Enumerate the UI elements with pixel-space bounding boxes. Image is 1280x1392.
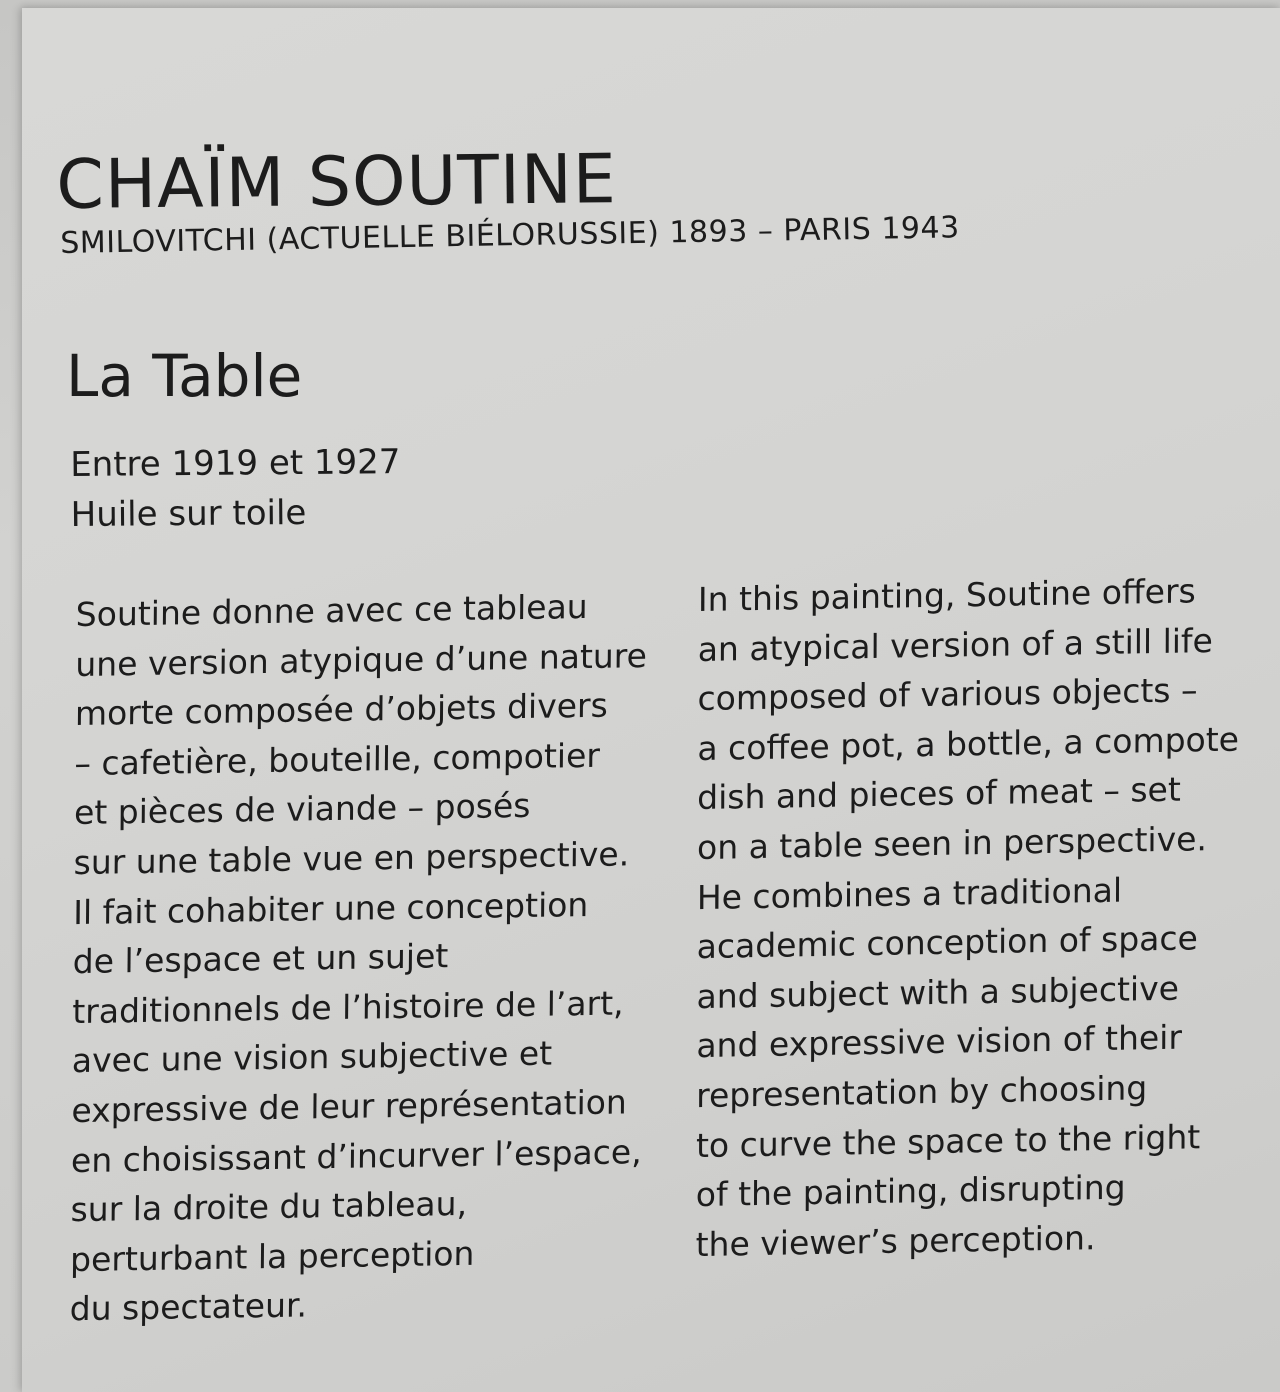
description-line: a coffee pot, a bottle, a compote <box>697 719 1240 768</box>
description-line: perturbant la perception <box>69 1233 475 1279</box>
description-line: sur la droite du tableau, <box>70 1184 468 1230</box>
description-line: representation by choosing <box>696 1068 1148 1116</box>
description-line: traditionnels de l’histoire de l’art, <box>72 983 624 1031</box>
description-line: composed of various objects – <box>697 670 1198 719</box>
description-line: and expressive vision of their <box>696 1017 1182 1066</box>
description-line: – cafetière, bouteille, compotier <box>74 735 601 783</box>
artist-name: CHAÏM SOUTINE <box>56 140 618 225</box>
description-line: de l’espace et un sujet <box>72 936 449 982</box>
description-line: on a table seen in perspective. <box>696 819 1208 868</box>
artwork-medium: Huile sur toile <box>70 492 307 535</box>
description-line: en choisissant d’incurver l’espace, <box>70 1131 642 1180</box>
artwork-date: Entre 1919 et 1927 <box>70 442 401 485</box>
description-line: He combines a traditional <box>696 870 1123 917</box>
description-line: morte composée d’objets divers <box>74 685 608 734</box>
description-french <box>70 581 648 1334</box>
description-line: sur une table vue en perspective. <box>73 834 630 883</box>
artist-birth-death: SMILOVITCHI (ACTUELLE BIÉLORUSSIE) 1893 – PARIS 1943 <box>60 210 960 261</box>
description-line: expressive de leur représentation <box>71 1082 627 1131</box>
description-line: avec une vision subjective et <box>71 1033 553 1081</box>
description-line: une version atypique d’une nature <box>75 635 648 684</box>
museum-wall-label <box>22 8 1280 1392</box>
description-line: Soutine donne avec ce tableau <box>75 586 588 635</box>
description-line: academic conception of space <box>696 918 1198 967</box>
description-line: dish and pieces of meat – set <box>697 769 1181 818</box>
description-line: of the painting, disrupting <box>695 1167 1126 1215</box>
artwork-title: La Table <box>66 342 303 410</box>
description-line: and subject with a subjective <box>696 968 1180 1016</box>
description-line: In this painting, Soutine offers <box>697 571 1196 620</box>
description-line: et pièces de viande – posés <box>73 786 531 833</box>
description-line: an atypical version of a still life <box>697 620 1213 669</box>
description-line: to curve the space to the right <box>695 1116 1201 1165</box>
description-line: du spectateur. <box>69 1285 308 1329</box>
description-line: Il fait cohabiter une conception <box>73 884 589 932</box>
artwork-details <box>70 437 401 540</box>
description-line: the viewer’s perception. <box>695 1217 1096 1264</box>
description-english <box>696 566 1240 1270</box>
